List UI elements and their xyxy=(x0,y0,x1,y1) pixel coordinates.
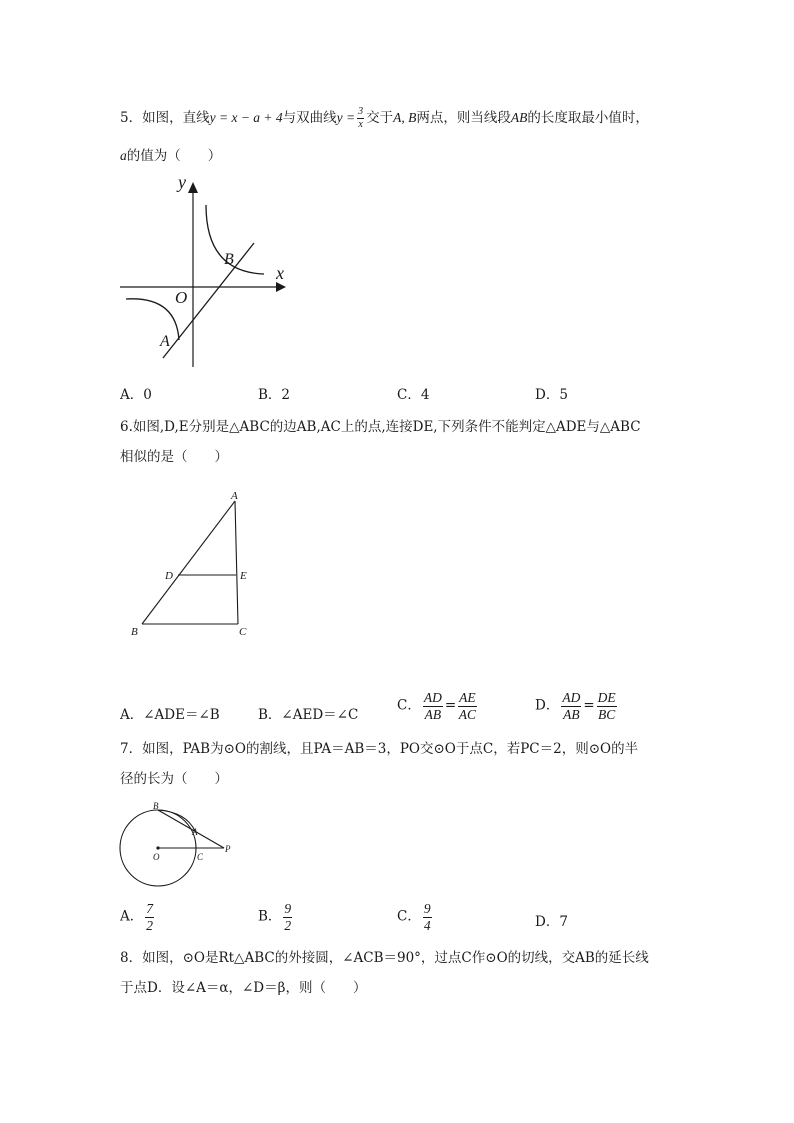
q8-stem-line2: 于点D．设∠A＝α，∠D＝β，则（ ） xyxy=(120,980,367,996)
q7-option-a[interactable]: A． $\frac{7}{2}$ xyxy=(120,901,153,933)
q7-label-p: P xyxy=(225,844,231,854)
q5-number: 5． xyxy=(120,110,143,126)
q6-figure xyxy=(128,486,258,641)
q5-option-c[interactable]: C．4 xyxy=(397,387,430,403)
q5-hyperbola-lower xyxy=(126,299,179,340)
q5-hyperbola-upper xyxy=(206,205,264,274)
q6-side-ac xyxy=(235,501,238,624)
q5-option-b[interactable]: B．2 xyxy=(258,387,291,403)
q5-label-y: y xyxy=(178,172,186,192)
q5-option-d[interactable]: D．5 xyxy=(535,387,568,403)
q5-stem-line1: 5．如图，直线y = x − a + 4与双曲线y = $\frac{3}{x}$ 交于A, B两点，则当线段AB的长度取最小值时， xyxy=(120,106,649,130)
q5-hyperbola-fraction: $\frac{3}{x}$ xyxy=(358,106,364,130)
q5-label-o: O xyxy=(175,288,188,307)
q6-label-d: D xyxy=(165,570,173,582)
q7-option-d[interactable]: D．7 xyxy=(535,914,568,930)
q7-option-b[interactable]: B． $\frac{9}{2}$ xyxy=(258,901,292,933)
q6-stem-line2: 相似的是（ ） xyxy=(120,449,228,465)
q6-option-b[interactable]: B．∠AED＝∠C xyxy=(258,707,359,723)
q7-stem-line2: 径的长为（ ） xyxy=(120,771,228,787)
q7-label-a: A xyxy=(192,827,198,837)
q6-option-a[interactable]: A．∠ADE＝∠B xyxy=(120,707,220,723)
q6-label-c: C xyxy=(239,626,247,638)
q6-stem-line1: 6.如图,D,E分别是△ABC的边AB,AC上的点,连接DE,下列条件不能判定△ADE与△ABC xyxy=(120,419,641,435)
q5-option-a[interactable]: A．0 xyxy=(120,387,152,403)
q7-figure xyxy=(118,800,238,890)
q6-side-ab xyxy=(142,501,235,624)
q5-y-arrow xyxy=(188,182,198,193)
q7-label-c: C xyxy=(197,852,204,862)
q5-label-a: A xyxy=(160,333,170,350)
q5-line-equation: y = x − a + 4 xyxy=(209,110,283,125)
q5-figure xyxy=(118,172,293,372)
q7-label-o: O xyxy=(153,852,160,862)
q6-option-d[interactable]: D． $\frac{AD}{AB}$ = $\frac{DE}{BC}$ xyxy=(535,690,616,722)
q8-stem-line1: 8．如图，⊙O是Rt△ABC的外接圆，∠ACB＝90°，过点C作⊙O的切线，交AB的延长线 xyxy=(120,950,649,966)
q5-x-arrow xyxy=(276,282,286,292)
q6-label-e: E xyxy=(240,570,247,582)
q7-option-c[interactable]: C． $\frac{9}{4}$ xyxy=(397,901,431,933)
q6-label-a: A xyxy=(231,490,238,502)
q6-label-b: B xyxy=(131,626,138,638)
q7-secant-pb xyxy=(158,810,224,848)
q5-label-b: B xyxy=(224,251,234,268)
q7-label-b: B xyxy=(153,801,159,811)
q7-stem-line1: 7．如图，PAB为⊙O的割线，且PA＝AB＝3，PO交⊙O于点C，若PC＝2，则⊙O的半 xyxy=(120,741,639,757)
q5-label-x: x xyxy=(276,263,284,283)
q6-option-c[interactable]: C． $\frac{AD}{AB}$ = $\frac{AE}{AC}$ xyxy=(397,690,477,722)
q5-stem-line2: a的值为（ ） xyxy=(120,148,222,164)
